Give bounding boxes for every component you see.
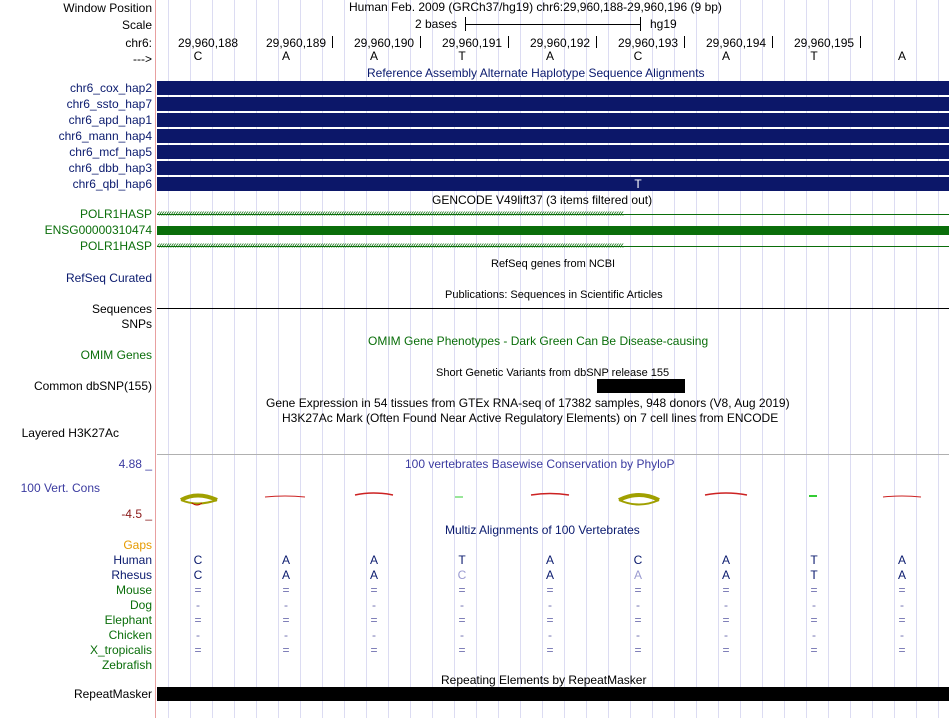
alignment-base: = xyxy=(194,583,202,597)
species-label[interactable]: Rhesus xyxy=(111,568,152,582)
ruler-position-label: 29,960,189 xyxy=(266,36,327,50)
phylop-wiggle xyxy=(157,485,949,513)
scale-label: Scale xyxy=(121,18,152,32)
scale-bar xyxy=(465,24,640,25)
strand-label: ---> xyxy=(133,52,152,66)
alignment-base: = xyxy=(898,643,906,657)
alignment-base: A xyxy=(897,568,906,582)
alignment-base: = xyxy=(546,643,554,657)
dbsnp-variant[interactable] xyxy=(597,379,685,393)
alt-haplotype-label[interactable]: chr6_ssto_hap7 xyxy=(66,97,152,111)
alignment-base: A xyxy=(721,568,730,582)
alignment-base: T xyxy=(810,553,818,567)
alt-haplotype-bar[interactable] xyxy=(157,113,949,127)
species-label[interactable]: Human xyxy=(113,553,152,567)
alt-haplotype-bar[interactable] xyxy=(157,177,949,191)
alt-haplotype-label[interactable]: chr6_qbl_hap6 xyxy=(72,177,152,191)
alt-haplotype-label[interactable]: chr6_dbb_hap3 xyxy=(68,161,152,175)
species-label[interactable]: Elephant xyxy=(104,613,152,627)
gencode-item-label-1[interactable]: POLR1HASP xyxy=(79,207,152,221)
species-label[interactable]: Chicken xyxy=(108,628,152,642)
gencode-feature-1-arrows: ‹‹‹‹‹‹‹‹‹‹‹‹‹‹‹‹‹‹‹‹‹‹‹‹‹‹‹‹‹‹‹‹‹‹‹‹‹‹‹‹‹‹‹‹‹‹‹‹‹‹‹‹‹‹‹‹‹‹‹‹‹‹‹‹‹‹‹‹‹‹‹‹‹‹‹‹‹‹‹‹‹‹‹‹‹‹‹‹‹‹‹‹‹‹‹‹‹‹‹‹‹‹‹‹‹‹‹‹‹‹‹‹‹‹‹‹‹‹‹‹‹‹‹‹‹‹‹‹‹‹‹‹‹‹‹‹‹‹‹‹‹‹‹‹‹‹‹‹‹‹‹‹‹‹‹‹‹‹‹‹‹‹‹‹‹‹‹‹‹‹‹‹‹‹‹‹‹‹‹‹‹‹‹‹‹‹‹‹‹‹‹‹‹‹‹‹‹‹‹‹ xyxy=(157,208,624,219)
ruler-position-label: 29,960,190 xyxy=(354,36,415,50)
alignment-base: - xyxy=(196,598,200,612)
alignment-base: - xyxy=(460,628,464,642)
alignment-base: - xyxy=(196,628,200,642)
haplotype-mismatch-base: T xyxy=(634,177,642,191)
alignment-base: - xyxy=(636,598,640,612)
alignment-base: = xyxy=(370,613,378,627)
phylop-max-label: 4.88 _ xyxy=(118,457,152,471)
repeatmasker-label[interactable]: RepeatMasker xyxy=(73,687,152,701)
label-divider xyxy=(155,0,156,718)
alignment-base: A xyxy=(281,553,290,567)
alignment-base: T xyxy=(458,553,466,567)
alt-haplotype-bar[interactable] xyxy=(157,81,949,95)
ruler-tick xyxy=(596,36,597,48)
dbsnp-track-title: Short Genetic Variants from dbSNP release 155 xyxy=(436,367,670,379)
alignment-base: - xyxy=(372,598,376,612)
alignment-base: = xyxy=(458,643,466,657)
alignment-base: = xyxy=(634,613,642,627)
alignment-base: A xyxy=(721,553,730,567)
alignment-base: - xyxy=(548,628,552,642)
scale-db-label: hg19 xyxy=(650,17,677,31)
alignment-base: = xyxy=(722,583,730,597)
reference-base: T xyxy=(810,49,818,63)
alignment-base: C xyxy=(633,553,643,567)
h3k27ac-track-title: H3K27Ac Mark (Often Found Near Active Regulatory Elements) on 7 cell lines from ENCODE xyxy=(282,411,779,425)
alignment-base: = xyxy=(634,643,642,657)
ruler-position-label: 29,960,191 xyxy=(442,36,503,50)
h3k27ac-label[interactable]: Layered H3K27Ac xyxy=(21,426,119,440)
alt-haplotype-bar[interactable] xyxy=(157,129,949,143)
ruler-position-label: 29,960,192 xyxy=(530,36,591,50)
scale-bar-left-tick xyxy=(465,17,466,31)
sequences-label[interactable]: Sequences xyxy=(91,302,152,316)
alignment-base: - xyxy=(372,628,376,642)
alignment-base: = xyxy=(634,583,642,597)
alignment-base: = xyxy=(194,643,202,657)
window-position-label: Window Position xyxy=(63,1,152,15)
alignment-base: - xyxy=(900,628,904,642)
alt-haplotype-label[interactable]: chr6_mcf_hap5 xyxy=(69,145,152,159)
alignment-base: - xyxy=(900,598,904,612)
alignment-base: C xyxy=(193,553,203,567)
species-label[interactable]: Zebrafish xyxy=(101,658,152,672)
scale-bar-right-tick xyxy=(640,17,641,31)
species-label[interactable]: Mouse xyxy=(115,583,152,597)
alignment-base: - xyxy=(636,628,640,642)
chrom-label: chr6: xyxy=(125,36,152,50)
scale-bar-label: 2 bases xyxy=(415,17,458,31)
alignment-base: = xyxy=(194,613,202,627)
alignment-base: = xyxy=(810,613,818,627)
alignment-base: = xyxy=(722,643,730,657)
assembly-position-text: Human Feb. 2009 (GRCh37/hg19) chr6:29,960,188-29,960,196 (9 bp) xyxy=(349,0,722,14)
gencode-feature-3-arrows: ‹‹‹‹‹‹‹‹‹‹‹‹‹‹‹‹‹‹‹‹‹‹‹‹‹‹‹‹‹‹‹‹‹‹‹‹‹‹‹‹‹‹‹‹‹‹‹‹‹‹‹‹‹‹‹‹‹‹‹‹‹‹‹‹‹‹‹‹‹‹‹‹‹‹‹‹‹‹‹‹‹‹‹‹‹‹‹‹‹‹‹‹‹‹‹‹‹‹‹‹‹‹‹‹‹‹‹‹‹‹‹‹‹‹‹‹‹‹‹‹‹‹‹‹‹‹‹‹‹‹‹‹‹‹‹‹‹‹‹‹‹‹‹‹‹‹‹‹‹‹‹‹‹‹‹‹‹‹‹‹‹‹‹‹‹‹‹‹‹‹‹‹‹‹‹‹‹‹‹‹‹‹‹‹‹‹‹‹‹‹‹‹‹‹‹‹‹‹‹‹ xyxy=(157,240,624,251)
alignment-base: T xyxy=(810,568,818,582)
ruler-position-label: 29,960,193 xyxy=(618,36,679,50)
alt-haplotype-label[interactable]: chr6_mann_hap4 xyxy=(58,129,152,143)
ruler-tick xyxy=(860,36,861,48)
alignment-base: A xyxy=(545,553,554,567)
alignment-base: C xyxy=(193,568,203,582)
species-label[interactable]: Dog xyxy=(129,598,152,612)
alt-haplotype-track-title: Reference Assembly Alternate Haplotype Sequence Alignments xyxy=(367,66,705,80)
alignment-base: = xyxy=(810,583,818,597)
alignment-base: = xyxy=(898,613,906,627)
alignment-base: - xyxy=(724,628,728,642)
alignment-base: A xyxy=(369,553,378,567)
alignment-base: = xyxy=(722,613,730,627)
alignment-base: = xyxy=(546,583,554,597)
reference-base: C xyxy=(633,49,643,63)
ruler-position-label: 29,960,195 xyxy=(794,36,855,50)
alignment-base: A xyxy=(369,568,378,582)
alignment-base: A xyxy=(633,568,642,582)
sequences-line xyxy=(157,308,949,309)
ruler-tick xyxy=(332,36,333,48)
ruler-position-label: 29,960,188 xyxy=(178,36,239,50)
species-label[interactable]: X_tropicalis xyxy=(89,643,152,657)
omim-track-title: OMIM Gene Phenotypes - Dark Green Can Be Disease-causing xyxy=(368,334,709,348)
ruler-tick xyxy=(772,36,773,48)
alignment-base: - xyxy=(812,628,816,642)
repeatmasker-feature[interactable] xyxy=(157,687,949,701)
refseq-label[interactable]: RefSeq Curated xyxy=(65,271,152,285)
phylop-min-label: -4.5 _ xyxy=(121,507,152,521)
reference-base: A xyxy=(369,49,378,63)
publications-track-title: Publications: Sequences in Scientific Articles xyxy=(445,289,663,301)
phylop-label[interactable]: 100 Vert. Cons xyxy=(20,481,100,495)
alignment-base: - xyxy=(812,598,816,612)
ruler-position-label: 29,960,194 xyxy=(706,36,767,50)
repeatmasker-track-title: Repeating Elements by RepeatMasker xyxy=(441,673,647,687)
reference-base: A xyxy=(897,49,906,63)
alignment-base: A xyxy=(281,568,290,582)
alignment-base: = xyxy=(458,613,466,627)
gtex-track-title: Gene Expression in 54 tissues from GTEx RNA-seq of 17382 samples, 948 donors (V8, Aug 2019) xyxy=(266,396,790,410)
alignment-base: A xyxy=(545,568,554,582)
multiz-track-title: Multiz Alignments of 100 Vertebrates xyxy=(445,523,640,537)
alt-haplotype-label[interactable]: chr6_apd_hap1 xyxy=(68,113,152,127)
alignment-base: = xyxy=(458,583,466,597)
alt-haplotype-bar[interactable] xyxy=(157,161,949,175)
ruler-tick xyxy=(420,36,421,48)
alignment-base: = xyxy=(370,583,378,597)
gaps-label[interactable]: Gaps xyxy=(123,538,152,552)
omim-label[interactable]: OMIM Genes xyxy=(80,348,152,362)
phylop-top-line xyxy=(157,454,949,455)
phylop-track-title: 100 vertebrates Basewise Conservation by PhyloP xyxy=(405,457,675,471)
gencode-feature-2[interactable] xyxy=(157,226,949,235)
alignment-base: A xyxy=(897,553,906,567)
refseq-track-title: RefSeq genes from NCBI xyxy=(491,258,616,270)
alignment-base: = xyxy=(898,583,906,597)
alignment-base: = xyxy=(370,643,378,657)
alt-haplotype-label[interactable]: chr6_cox_hap2 xyxy=(69,81,152,95)
alignment-base: - xyxy=(548,598,552,612)
reference-base: C xyxy=(193,49,203,63)
reference-base: A xyxy=(545,49,554,63)
snps-label[interactable]: SNPs xyxy=(121,317,152,331)
alignment-base: - xyxy=(284,628,288,642)
alignment-base: = xyxy=(546,613,554,627)
alt-haplotype-bar[interactable] xyxy=(157,145,949,159)
dbsnp-label[interactable]: Common dbSNP(155) xyxy=(33,379,152,393)
reference-base: T xyxy=(458,49,466,63)
ruler-tick xyxy=(508,36,509,48)
ruler-tick xyxy=(684,36,685,48)
alignment-base: = xyxy=(810,643,818,657)
alignment-base: = xyxy=(282,583,290,597)
alignment-base: - xyxy=(724,598,728,612)
gencode-item-label-3[interactable]: POLR1HASP xyxy=(79,239,152,253)
alignment-base: = xyxy=(282,643,290,657)
alignment-base: - xyxy=(460,598,464,612)
alignment-base: - xyxy=(284,598,288,612)
reference-base: A xyxy=(281,49,290,63)
gencode-item-label-2[interactable]: ENSG00000310474 xyxy=(44,223,152,237)
reference-base: A xyxy=(721,49,730,63)
alignment-base: C xyxy=(457,568,467,582)
alt-haplotype-bar[interactable] xyxy=(157,97,949,111)
alignment-base: = xyxy=(282,613,290,627)
gencode-track-title: GENCODE V49lift37 (3 items filtered out) xyxy=(432,193,653,207)
